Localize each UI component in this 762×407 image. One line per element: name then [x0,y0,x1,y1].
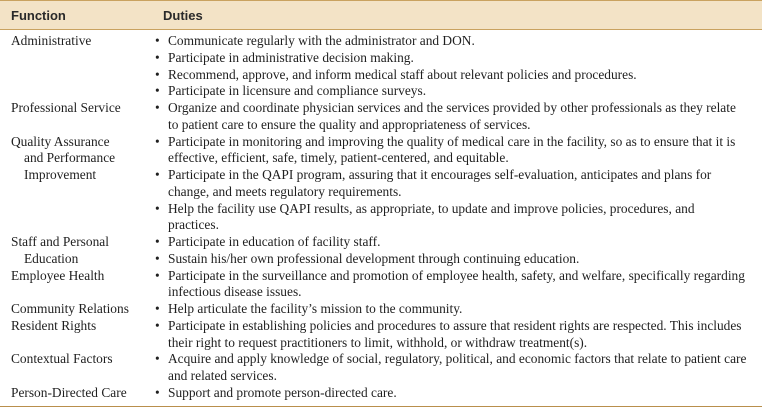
bullet-icon: • [155,234,160,249]
table-body [0,30,762,402]
bullet-icon: • [155,200,160,216]
table-row [0,100,762,134]
duty-item [154,100,752,134]
function-cell [0,33,154,50]
duty-item [154,301,752,318]
function-label: Resident Rights [11,317,97,333]
function-label: Professional Service [11,100,121,115]
function-label: Administrative [11,33,92,48]
function-label: Person-Directed Care [11,384,127,400]
function-label: Employee Health [11,267,105,283]
duty-item [154,351,752,385]
function-cell [0,268,154,285]
duty-text: Participate in the surveillance and promotion of employee health, safety, and welfare, specifically regarding infectious disease issues. [168,267,745,300]
duty-item [154,318,752,352]
table-header [0,0,762,30]
table-row [0,351,762,385]
duty-item [154,83,752,100]
table-row [0,134,762,235]
duty-text: Participate in administrative decision making. [168,49,414,65]
function-cell [0,351,154,368]
duty-item [154,268,752,302]
function-label: Education [24,250,79,266]
function-column-header: Function [11,7,66,23]
bullet-icon: • [155,83,160,99]
table-row [0,234,762,268]
duty-text: Sustain his/her own professional development through continuing education. [168,250,580,266]
function-cell [0,301,154,318]
duty-text: Help the facility use QAPI results, as appropriate, to update and improve policies, procedures, and practices. [168,200,695,233]
duties-list [154,268,752,302]
duty-text: Acquire and apply knowledge of social, regulatory, political, and economic factors that relate to patient care and related services. [168,351,747,383]
function-label: Contextual Factors [11,351,113,367]
bullet-icon: • [155,167,160,182]
duty-text: Organize and coordinate physician services and the services provided by other professionals as they relate to patient care to ensure the quality and appropriateness of services. [168,100,736,132]
duty-text: Participate in establishing policies and procedures to assure that resident rights are respected. This includes their right to request practitioners to limit, withhold, or withdraw treatment(s). [168,317,742,350]
duty-text: Participate in licensure and compliance surveys. [168,83,427,99]
duties-list [154,134,752,235]
function-label: Staff and Personal [11,234,109,249]
duty-text: Participate in monitoring and improving the quality of medical care in the facility, so as to ensure that it is effective, efficient, safe, timely, patient-centered, and equitable. [168,133,736,166]
duties-list [154,301,752,318]
function-label: Improvement [24,167,97,182]
duty-text: Support and promote person-directed care. [168,384,397,400]
duties-list [154,318,752,352]
duty-item [154,385,752,402]
table-row [0,33,762,100]
function-cell [0,234,154,268]
bullet-icon: • [155,33,160,48]
duty-text: Participate in the QAPI program, assuring that it encourages self-evaluation, anticipates and plans for change, and meets regulatory requirements. [168,167,712,199]
duties-list [154,385,752,402]
function-label: Quality Assurance [11,133,110,149]
duty-text: Recommend, approve, and inform medical staff about relevant policies and procedures. [168,66,637,82]
function-cell [0,318,154,335]
duty-item [154,234,752,251]
bullet-icon: • [155,267,160,283]
bullet-icon: • [155,133,160,149]
bullet-icon: • [155,301,160,316]
table-row [0,318,762,352]
duty-text: Participate in education of facility staff. [168,234,381,249]
table-row [0,301,762,318]
function-cell [0,385,154,402]
duties-list [154,100,752,134]
duty-item [154,50,752,67]
table-row [0,268,762,302]
bullet-icon: • [155,351,160,367]
duty-text: Communicate regularly with the administrator and DON. [168,33,475,48]
function-label: Community Relations [11,301,129,316]
duties-list [154,234,752,268]
duty-text: Help articulate the facility’s mission to the community. [168,301,463,316]
table-row [0,385,762,402]
duty-item [154,67,752,84]
bullet-icon: • [155,66,160,82]
duties-column-header: Duties [163,7,203,23]
bullet-icon: • [155,384,160,400]
duties-list [154,351,752,385]
function-cell [0,134,154,184]
duty-item [154,251,752,268]
bullet-icon: • [155,317,160,333]
bullet-icon: • [155,100,160,115]
bullet-icon: • [155,49,160,65]
duty-item [154,134,752,168]
duty-item [154,201,752,235]
duty-item [154,33,752,50]
duties-list [154,33,752,100]
function-label: and Performance [24,150,116,166]
duty-item [154,167,752,201]
bullet-icon: • [155,250,160,266]
function-cell [0,100,154,117]
